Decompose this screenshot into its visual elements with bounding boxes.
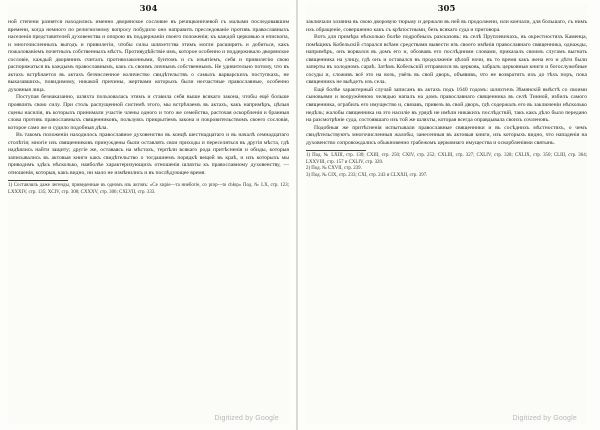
right-footnotes (306, 153, 587, 179)
right-footnote-rule (306, 150, 366, 151)
right-page-number: 305 (437, 4, 456, 14)
right-footnote: 3) Под. № CIX, стр. 233; CXI, стр. 243 и CLXXII, стр. 397. (306, 173, 428, 179)
left-paragraph: ной степени разнятся находились именно дворянское сословие въ речицконичевой съ малыми последовавшим времени, когда немного по религиозному вопросу побудило оно направить преследованіе противъ православныхъ населенія представителей духовенства и опорою въ поддержаніи своего положенія; къ каждой церковью и епископа, и многочисленныхъ выгодъ и привилегіи, чтобы силы шляхетства этимъ могли расширить и добиться, какъ пожалованіемъ почетныхъ собственныхъ мѣстъ. Противудѣйствіе имъ, которое особенно и поддерживало дворянское сословіе, каждый дворянинъ считалъ противозаконными, бунтомъ и съ изъятіемъ, себя и привилегію свою распоряжаться въ каждымъ православнымъ, какъ съ своимъ личнымъ собственнымъ. Не удивительно потому, что въ актахъ встрѣчается въ актахъ безчисленное количество свидѣтельствъ о самыхъ варварскихъ поступкахъ, не выказавшихъ, повидимому, никакой причины, жертвами которыхъ были несчастные православные, особенно духовныя лица. (8, 19, 289, 93)
right-page (306, 4, 587, 424)
right-footnote: 2) Под. № CXVII, стр. 239. (306, 166, 362, 172)
left-watermark: Digitized by Google (214, 415, 279, 422)
left-page-body (8, 19, 289, 177)
right-paragraph: заключали хозяина въ свою дворовую тюрьму и держали въ ней въ продолжени, или кончали, для большаго, съ нимъ ихъ обращеніе, совершенно какъ съ крѣпостными, безъ всякаго суда и приговора. (306, 19, 587, 33)
right-paragraph: Ещё болѣе характерный случай записанъ въ актахъ подъ 1640 годомъ: шляхтичъ Зѣмянскій вмѣстѣ со своими сыновьями и вооружённою челядью напалъ на домъ православнаго священника въ селѣ Тинной, избилъ самого священника, ограбилъ его имущество и, связавъ, привезъ въ свой дворъ, гдѣ содержалъ его въ заключеніи нѣсколько недѣль; жалобы священника на это насиліе въ урядѣ не имѣли никакихъ послѣдствій, такъ какъ дѣло было передано на разсмотрѣніе суда, состоявшаго изъ той же шляхты, которая всегда оправдывала своихъ сочленовъ. (306, 86, 587, 124)
left-paragraph: Въ такомъ положеніи находилось православное духовенство въ концѣ шестнадцатаго и въ началѣ семнадцатаго столѣтія; многіе изъ священниковъ принуждены были оставлять свои приходы и переселяться въ другія мѣста, гдѣ надѣялись найти защиту; другіе же, оставаясь на мѣстахъ, терпѣли всякаго рода притѣсненія и обиды, которыя записывались въ актовыя книги какъ свидѣтельство о тогдашнемъ порядкѣ вещей въ краѣ, и изъ которыхъ мы приводимъ здѣсь нѣсколько, наиболѣе характеризующихъ отношенія шляхты къ православному духовенству, — отношенія, которыя, какъ видно, ни мало не измѣнились и въ послѣдующее время. (8, 132, 289, 176)
book-gutter (296, 0, 298, 430)
left-page (8, 4, 289, 424)
right-paragraph: Подобныя же притѣсненія испытывали православные священники и въ сосѣднихъ мѣстностяхъ, о чемъ свидѣтельствуютъ многочисленныя жалобы, занесенныя въ актовыя книги, изъ которыхъ видно, что нападенія на духовенство сопровождались обыкновенно грабежомъ церковнаго имущества и оскорбленіями святынь. (306, 124, 587, 146)
right-footnote: 1) Под. № LXIII, стр. 130; CXIII, стр. 250; CXIV, стр. 252; CXLIII, стр. 327; CXLIV, стр. 328; CXLIX, стр. 350; CLIII, стр. 364; LXXVIII, стр. 157 и CXLIV, стр. 320. (306, 153, 587, 165)
left-footnote: 1) Составлялъ даже легенды, приведенные въ одномъ изъ актовъ: «Се хиріе—та ниебогіе, co proр—to chłop» Под. № LX, стр. 123; LXXXIV, стр. 135; XCIV, стр. 308; СXXXV, стр. 306; CXLVII, стр. 333. (8, 183, 289, 196)
left-footnote-rule (8, 180, 68, 181)
left-footnotes (8, 183, 289, 196)
right-watermark: Digitized by Google (512, 415, 577, 422)
left-paragraph: Поступая безнаказанно, шляхта пользовалась этимъ и ставила себя выше всякаго закона, чтобы ещё больше проявлять свою силу. При столь распущенной системѣ этого, мы встрѣчаемъ въ актахъ, какъ напримѣръ, цѣлыя сцены насилія, въ которыхъ принимали участіе члены одного и того же семейства, расточая оскорбленія и бранныя слова противъ православныхъ священниковъ, пользуясь прикрытіемъ закона и покровительствомъ своего сословія, которое само же и судило подобныя дѣла. (8, 94, 289, 131)
right-paragraph: Вотъ для примѣра нѣсколько болѣе подробныхъ разсказовъ: въ селѣ Пруплевичахъ, въ окрестностяхъ Каменца, помѣщикъ Кобельскій старался всѣми средствами вывести изъ своего имѣнія православнаго священника, однажды, напримѣръ, онъ ворвался въ домъ его и, обозвавъ его послѣдними словами, приказалъ своимъ слугамъ выгнать священника на улицу, гдѣ онъ и оставался въ продолженіе цѣлой ночи, въ то время какъ жена его и дѣти были заперты въ холодномъ сараѣ. Затѣмъ Кобельскій отправился въ церковь, забралъ церковныя книги и богослужебные сосуды и, сложивъ всё это на возъ, увёзъ въ свой дворъ, объявивъ, что не возвратитъ ихъ до тѣхъ поръ, пока священникъ не выѣдетъ изъ села. (306, 34, 587, 86)
right-page-body (306, 19, 587, 147)
left-page-number: 304 (139, 4, 158, 14)
